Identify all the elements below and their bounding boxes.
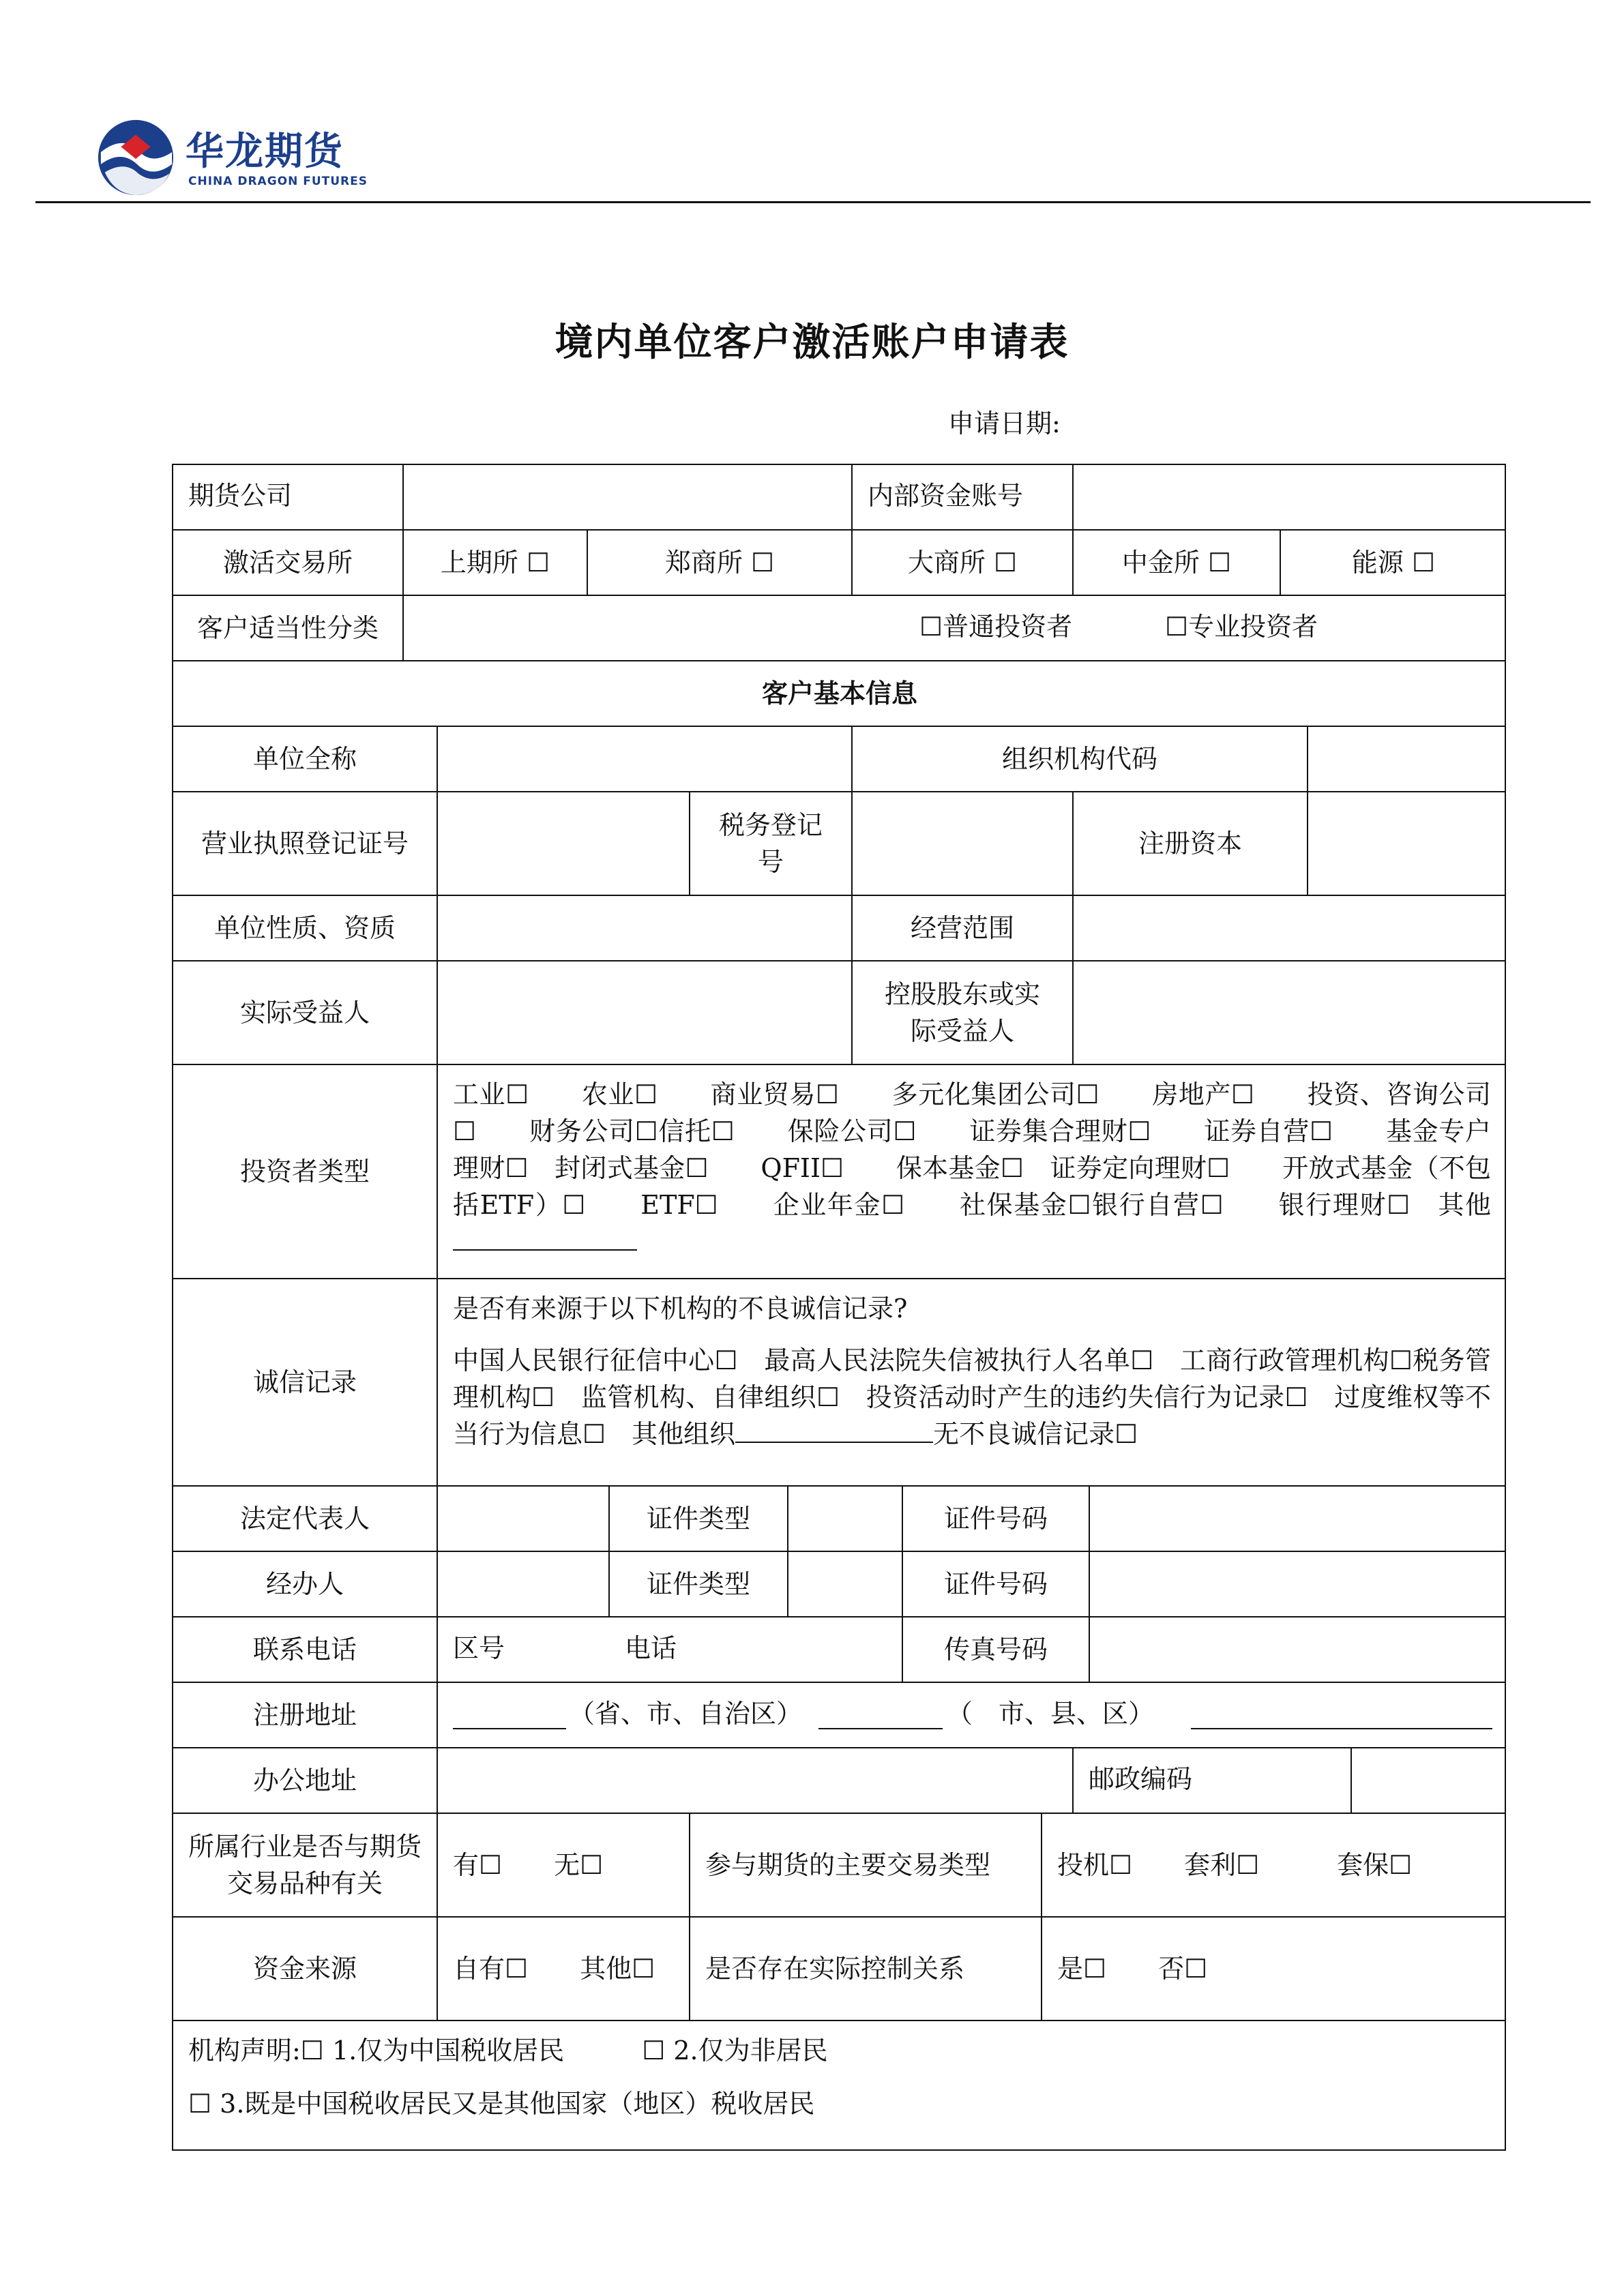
controller-field[interactable] bbox=[1074, 961, 1506, 1065]
legal-rep-id-type-label: 证件类型 bbox=[610, 1487, 788, 1552]
agent-id-no-field[interactable] bbox=[1090, 1552, 1506, 1617]
reg-capital-field[interactable] bbox=[1308, 792, 1506, 896]
beneficiary-label: 实际受益人 bbox=[173, 961, 438, 1065]
apply-date-label[interactable]: 申请日期: bbox=[948, 408, 1061, 438]
beneficiary-field[interactable] bbox=[438, 961, 853, 1065]
exchange-cffex-checkbox[interactable]: 中金所 ☐ bbox=[1074, 531, 1281, 596]
suitability-label: 客户适当性分类 bbox=[173, 596, 404, 661]
business-scope-field[interactable] bbox=[1074, 896, 1506, 961]
agent-id-no-label: 证件号码 bbox=[903, 1552, 1090, 1617]
telephone-label: 电话 bbox=[625, 1633, 677, 1663]
unit-nature-label: 单位性质、资质 bbox=[173, 896, 438, 961]
trade-type-label: 参与期货的主要交易类型 bbox=[690, 1814, 1042, 1918]
province-blank[interactable] bbox=[453, 1703, 566, 1729]
agent-id-type-field[interactable] bbox=[788, 1552, 903, 1617]
industry-related-label: 所属行业是否与期货交易品种有关 bbox=[173, 1814, 438, 1918]
control-relation-checkboxes[interactable]: 是☐ 否☐ bbox=[1042, 1918, 1506, 2021]
legal-rep-label: 法定代表人 bbox=[173, 1487, 438, 1552]
professional-investor-checkbox[interactable]: ☐专业投资者 bbox=[1165, 612, 1318, 642]
exchange-label: 激活交易所 bbox=[173, 531, 404, 596]
reg-address-field[interactable] bbox=[438, 1683, 1506, 1748]
postcode-label: 邮政编码 bbox=[1074, 1748, 1352, 1814]
agent-field[interactable] bbox=[438, 1552, 610, 1617]
unit-full-name-field[interactable] bbox=[438, 727, 853, 792]
trade-type-checkboxes[interactable]: 投机☐ 套利☐ 套保☐ bbox=[1042, 1814, 1506, 1918]
ordinary-investor-checkbox[interactable]: ☐普通投资者 bbox=[919, 612, 1073, 642]
postcode-field[interactable] bbox=[1352, 1748, 1506, 1814]
business-scope-label: 经营范围 bbox=[853, 896, 1074, 961]
declaration-line-2[interactable]: ☐ 3.既是中国税收居民又是其他国家（地区）税收居民 bbox=[188, 2089, 815, 2119]
org-code-label: 组织机构代码 bbox=[853, 727, 1308, 792]
fund-account-label: 内部资金账号 bbox=[853, 465, 1074, 531]
office-address-field[interactable] bbox=[438, 1748, 1074, 1814]
fund-source-label: 资金来源 bbox=[173, 1918, 438, 2021]
fax-label: 传真号码 bbox=[903, 1617, 1090, 1683]
china-dragon-logo-icon bbox=[95, 117, 176, 198]
application-form-table bbox=[172, 464, 1506, 2151]
tax-reg-field[interactable] bbox=[853, 792, 1074, 896]
tax-declaration[interactable] bbox=[173, 2021, 1506, 2151]
form-title: 境内单位客户激活账户申请表 bbox=[555, 320, 1069, 365]
fax-field[interactable] bbox=[1090, 1617, 1506, 1683]
unit-nature-field[interactable] bbox=[438, 896, 853, 961]
exchange-ine-checkbox[interactable]: 能源 ☐ bbox=[1281, 531, 1506, 596]
industry-related-checkboxes[interactable]: 有☐ 无☐ bbox=[438, 1814, 690, 1918]
legal-rep-id-no-label: 证件号码 bbox=[903, 1487, 1090, 1552]
controller-label: 控股股东或实际受益人 bbox=[853, 961, 1074, 1065]
fund-source-checkboxes[interactable]: 自有☐ 其他☐ bbox=[438, 1918, 690, 2021]
phone-label: 联系电话 bbox=[173, 1617, 438, 1683]
license-no-label: 营业执照登记证号 bbox=[173, 792, 438, 896]
exchange-czce-checkbox[interactable]: 郑商所 ☐ bbox=[588, 531, 853, 596]
legal-rep-id-type-field[interactable] bbox=[788, 1487, 903, 1552]
declaration-line-1[interactable]: 机构声明:☐ 1.仅为中国税收居民 ☐ 2.仅为非居民 bbox=[188, 2036, 828, 2066]
investor-type-text: 工业☐ 农业☐ 商业贸易☐ 多元化集团公司☐ 房地产☐ 投资、咨询公司☐ 财务公司☐信托☐ 保险公司☐ 证券集合理财☐ 证券自营☐ 基金专户理财☐ 封闭式基金☐ QFII☐ 保本基金☐ 证券定向理财☐ 开放式基金（不包括ETF）☐ ETF☐ 企业年金☐ 社保基金☐银行自营☐ 银行理财☐ 其他 bbox=[453, 1079, 1491, 1220]
unit-full-name-label: 单位全称 bbox=[173, 727, 438, 792]
credit-record-options[interactable] bbox=[438, 1279, 1506, 1487]
investor-type-label: 投资者类型 bbox=[173, 1065, 438, 1279]
legal-rep-field[interactable] bbox=[438, 1487, 610, 1552]
futures-company-field[interactable] bbox=[404, 465, 853, 531]
reg-capital-label: 注册资本 bbox=[1074, 792, 1308, 896]
district-blank[interactable] bbox=[1191, 1703, 1492, 1729]
province-label: （省、市、自治区） bbox=[569, 1699, 803, 1729]
city-blank[interactable] bbox=[818, 1703, 943, 1729]
license-no-field[interactable] bbox=[438, 792, 690, 896]
credit-question: 是否有来源于以下机构的不良诚信记录? bbox=[453, 1294, 908, 1324]
tax-reg-label: 税务登记号 bbox=[690, 792, 853, 896]
reg-address-label: 注册地址 bbox=[173, 1683, 438, 1748]
area-code-label: 区号 bbox=[453, 1633, 505, 1663]
phone-field[interactable] bbox=[438, 1617, 903, 1683]
legal-rep-id-no-field[interactable] bbox=[1090, 1487, 1506, 1552]
credit-record-label: 诚信记录 bbox=[173, 1279, 438, 1487]
credit-other-field[interactable] bbox=[735, 1417, 933, 1443]
investor-type-options[interactable] bbox=[438, 1065, 1506, 1279]
credit-sources-text: 中国人民银行征信中心☐ 最高人民法院失信被执行人名单☐ 工商行政管理机构☐税务管理机构☐ 监管机构、自律组织☐ 投资活动时产生的违约失信行为记录☐ 过度维权等不当行为信息☐ 其他组织 bbox=[453, 1345, 1491, 1449]
exchange-shfe-checkbox[interactable]: 上期所 ☐ bbox=[404, 531, 588, 596]
control-relation-label: 是否存在实际控制关系 bbox=[690, 1918, 1042, 2021]
suitability-options bbox=[404, 596, 1506, 661]
office-address-label: 办公地址 bbox=[173, 1748, 438, 1814]
agent-label: 经办人 bbox=[173, 1552, 438, 1617]
basic-info-heading: 客户基本信息 bbox=[173, 661, 1506, 727]
brand-name-cn: 华龙期货 bbox=[186, 130, 344, 174]
org-code-field[interactable] bbox=[1308, 727, 1506, 792]
fund-account-field[interactable] bbox=[1074, 465, 1506, 531]
no-bad-record-checkbox[interactable]: 无不良诚信记录☐ bbox=[933, 1419, 1138, 1449]
futures-company-label: 期货公司 bbox=[173, 465, 404, 531]
brand-name-en: CHINA DRAGON FUTURES bbox=[188, 175, 368, 188]
page-header bbox=[0, 0, 1624, 205]
exchange-dce-checkbox[interactable]: 大商所 ☐ bbox=[853, 531, 1074, 596]
agent-id-type-label: 证件类型 bbox=[610, 1552, 788, 1617]
header-divider bbox=[35, 201, 1591, 203]
city-label: （ 市、县、区） bbox=[947, 1699, 1155, 1729]
investor-type-other-field[interactable] bbox=[453, 1225, 637, 1251]
